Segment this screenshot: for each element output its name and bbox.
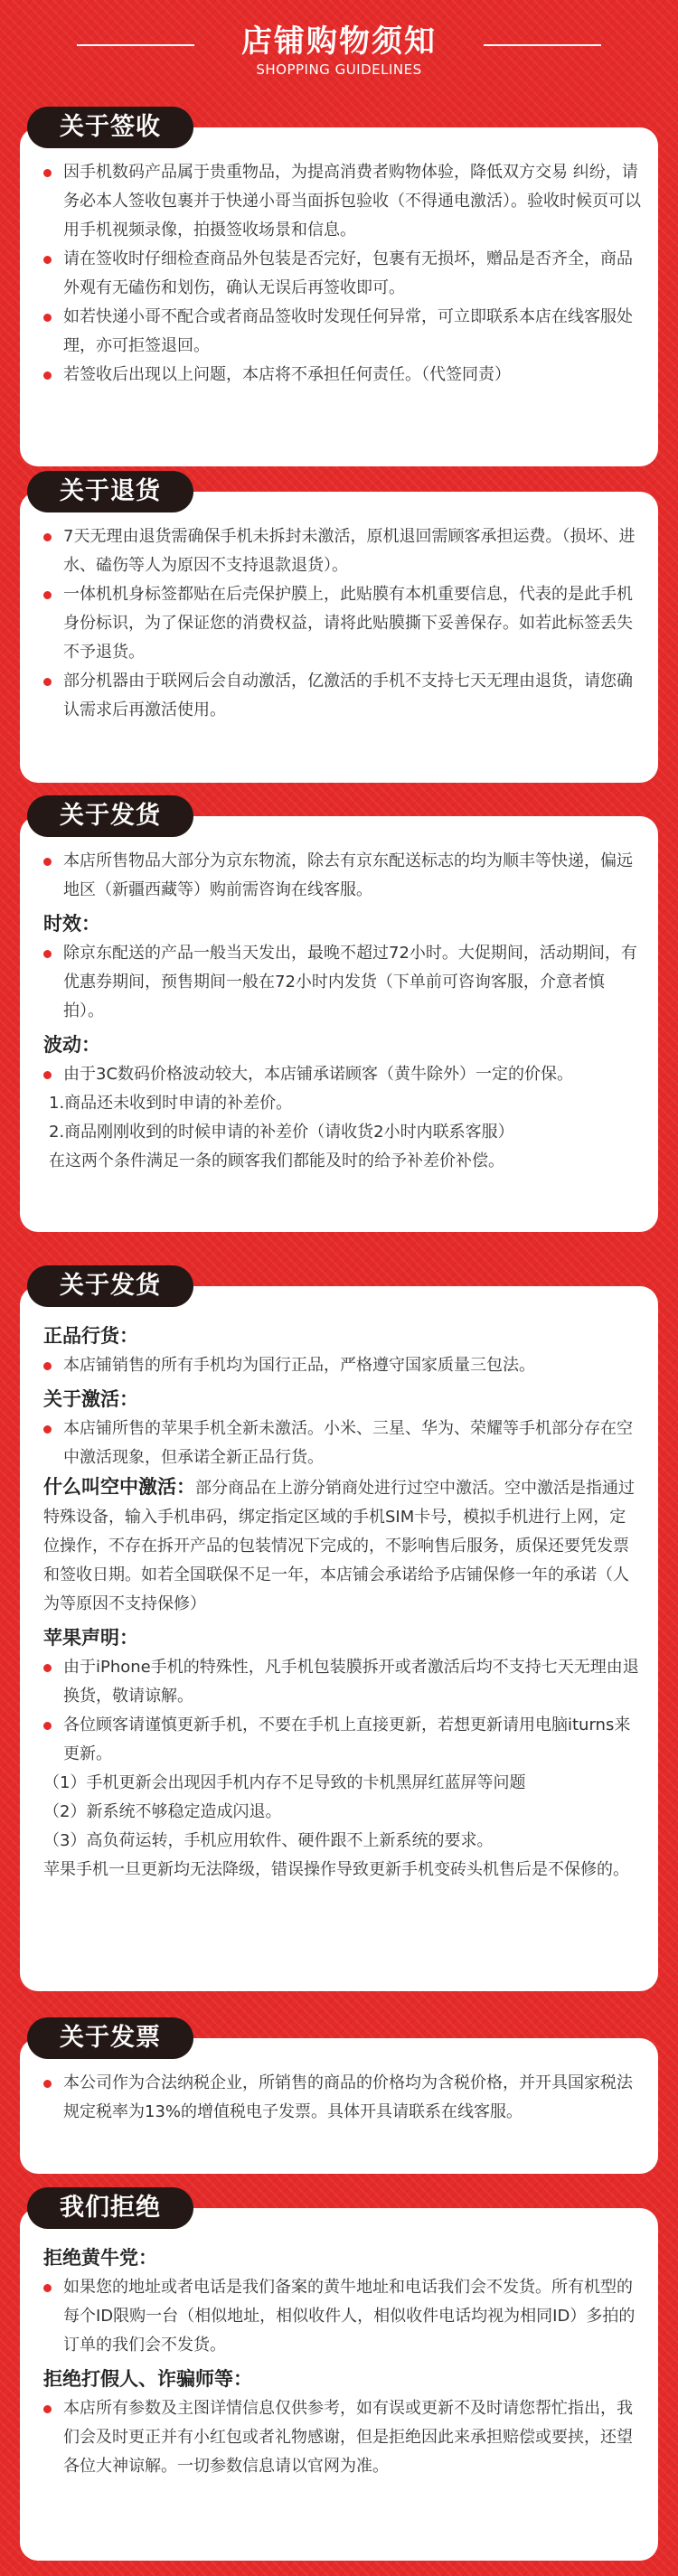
list-item: 本店铺所售的苹果手机全新未激活。小米、三星、华为、荣耀等手机部分存在空中激活现象，但承诺全新正品行货。	[43, 1415, 642, 1472]
apple-heading: 苹果声明：	[43, 1627, 138, 1649]
text-line: （1）手机更新会出现因手机内存不足导致的卡机黑屏红蓝屏等问题	[43, 1773, 526, 1792]
air-activation-text: 部分商品在上游分销商处进行过空中激活。空中激活是指通过特殊设备，输入手机串码，绑定指定区域的手机SIM卡号，模拟手机进行上网，定位操作，不存在拆开产品的包装情况下完成的，不影响售后服务，质保还要凭发票和签收日期。如若全国联保不足一年，本店铺会承诺给予店铺保修一年的承诺（人为等原因不支持保修）	[43, 1479, 635, 1613]
section-title: 关于发票	[27, 2017, 193, 2059]
list-item: 本店所有参数及主图详情信息仅供参考，如有误或更新不及时请您帮忙指出，我们会及时更正并有小红包或者礼物感谢，但是拒绝因此来承担赔偿或要挟，还望各位大神谅解。一切参数信息请以官网为准。	[43, 2394, 642, 2481]
list-item: 因手机数码产品属于贵重物品，为提高消费者购物体验，降低双方交易 纠纷，请务必本人签收包裹并于快递小哥当面拆包验收（不得通电激活）。验收时候页可以用手机视频录像，拍摄签收场景和信息。	[43, 158, 642, 245]
list-item: 本店所售物品大部分为京东物流，除去有京东配送标志的均为顺丰等快递，偏远地区（新疆西藏等）购前需咨询在线客服。	[43, 847, 642, 905]
list-item: 除京东配送的产品一般当天发出，最晚不超过72小时。大促期间，活动期间，有优惠券期间，预售期间一般在72小时内发货（下单前可咨询客服，介意者慎拍）。	[43, 939, 642, 1026]
list-item: 7天无理由退货需确保手机未拆封未激活，原机退回需顾客承担运费。（损坏、进水、磕伤等人为原因不支持退款退货）。	[43, 522, 642, 580]
page-title: 店铺购物须知	[241, 24, 437, 60]
price-wave-heading: 波动：	[43, 1034, 100, 1056]
list-item: 由于iPhone手机的特殊性，凡手机包装膜拆开或者激活后均不支持七天无理由退换货，敬请谅解。	[43, 1653, 642, 1711]
section-title: 我们拒绝	[27, 2187, 193, 2229]
list-item: 一体机机身标签都贴在后壳保护膜上，此贴膜有本机重要信息，代表的是此手机身份标识，为了保证您的消费权益，请将此贴膜撕下妥善保存。如若此标签丢失不予退货。	[43, 580, 642, 667]
list-item: 请在签收时仔细检查商品外包装是否完好，包裹有无损坏，赠品是否齐全，商品外观有无磕伤和划伤，确认无误后再签收即可。	[43, 245, 642, 303]
section-title: 关于发货	[27, 1265, 193, 1307]
section-title: 关于发货	[27, 795, 193, 837]
list-item: 各位顾客请谨慎更新手机，不要在手机上直接更新，若想更新请用电脑iturns来更新。	[43, 1711, 642, 1769]
list-item: 本公司作为合法纳税企业，所销售的商品的价格均为含税价格，并开具国家税法规定税率为13%的增值税电子发票。具体开具请联系在线客服。	[43, 2069, 642, 2127]
list-item: 本店铺销售的所有手机均为国行正品，严格遵守国家质量三包法。	[43, 1351, 642, 1380]
air-activation-paragraph	[43, 1472, 642, 1619]
text-line: 2.商品刚刚收到的时候申请的补差价（请收货2小时内联系客服）	[49, 1123, 514, 1142]
refuse-scalpers-heading: 拒绝黄牛党：	[43, 2247, 157, 2269]
page-header	[0, 0, 678, 90]
section-card	[20, 2208, 658, 2561]
section-title: 关于退货	[27, 471, 193, 512]
list-item: 若签收后出现以上问题，本店将不承担任何责任。（代签同责）	[43, 361, 642, 390]
timing-heading: 时效：	[43, 913, 100, 935]
section-card	[20, 816, 658, 1232]
section-title: 关于签收	[27, 107, 193, 148]
list-item: 由于3C数码价格波动较大，本店铺承诺顾客（黄牛除外）一定的价保。	[43, 1060, 642, 1089]
air-activation-heading: 什么叫空中激活：	[43, 1476, 195, 1498]
list-item: 部分机器由于联网后会自动激活，亿激活的手机不支持七天无理由退货，请您确认需求后再激活使用。	[43, 667, 642, 725]
genuine-heading: 正品行货：	[43, 1325, 138, 1347]
section-card	[20, 492, 658, 783]
text-line: 在这两个条件满足一条的顾客我们都能及时的给予补差价补偿。	[49, 1152, 504, 1170]
activation-heading: 关于激活：	[43, 1388, 138, 1410]
text-line: （3）高负荷运转，手机应用软件、硬件跟不上新系统的要求。	[43, 1831, 494, 1850]
section-card	[20, 1286, 658, 1991]
list-item: 如果您的地址或者电话是我们备案的黄牛地址和电话我们会不发货。所有机型的每个ID限购一台（相似地址，相似收件人，相似收件电话均视为相同ID）多拍的订单的我们会不发货。	[43, 2273, 642, 2360]
text-line: 苹果手机一旦更新均无法降级，错误操作导致更新手机变砖头机售后是不保修的。	[43, 1860, 629, 1879]
page-subtitle: SHOPPING GUIDELINES	[256, 61, 422, 78]
text-line: （2）新系统不够稳定造成闪退。	[43, 1802, 282, 1821]
section-card	[20, 127, 658, 466]
list-item: 如若快递小哥不配合或者商品签收时发现任何异常，可立即联系本店在线客服处理，亦可拒签退回。	[43, 303, 642, 361]
refuse-fraud-heading: 拒绝打假人、诈骗师等：	[43, 2368, 252, 2390]
text-line: 1.商品还未收到时申请的补差价。	[49, 1094, 293, 1113]
